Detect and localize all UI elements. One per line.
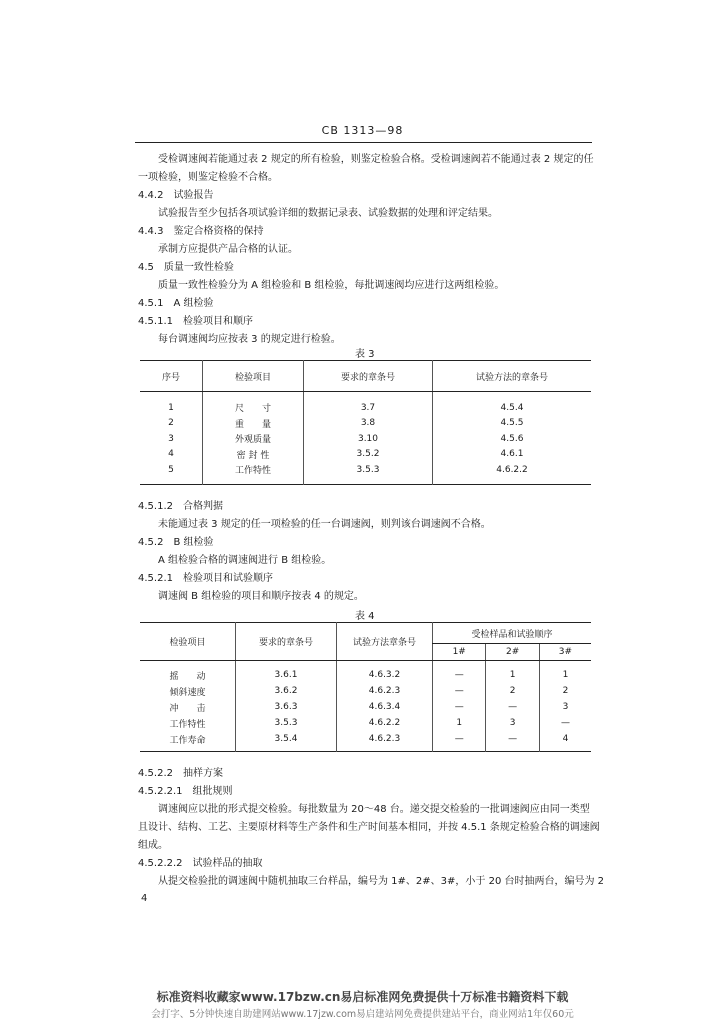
section-heading: 4.5.2 B 组检验: [138, 537, 214, 548]
table4-subheader: 2#: [486, 644, 539, 661]
table-cell: 重 量: [203, 416, 304, 432]
table-cell: 4.5.4: [433, 392, 592, 416]
section-heading: 4.5.2.2.1 组批规则: [138, 786, 233, 797]
table4-caption: 表 4: [355, 611, 375, 622]
table-cell: 工作寿命: [169, 735, 206, 746]
table-cell: 3.6.3: [236, 699, 337, 715]
table-cell: 4: [539, 731, 591, 752]
table-cell: —: [486, 699, 539, 715]
table-cell: 摇 动: [169, 671, 206, 682]
paragraph-text: 受检调速阀若能通过表 2 规定的所有检验，则鉴定检验合格。受检调速阀若不能通过表 2 规定的任: [158, 154, 594, 165]
paragraph-text: 从提交检验批的调速阀中随机抽取三台样品，编号为 1#、2#、3#，小于 20 台时抽两台，编号为 2: [158, 876, 605, 887]
table-cell: 3.6.2: [236, 683, 337, 699]
paragraph-text: 每台调速阀均应按表 3 的规定进行检验。: [158, 334, 341, 345]
table-cell: —: [486, 731, 539, 752]
table-cell: 4.6.2.2: [337, 715, 433, 731]
section-heading: 4.5.2.2.2 试验样品的抽取: [138, 858, 263, 869]
table-row: [140, 431, 591, 447]
table4-subheader: 1#: [433, 644, 486, 661]
table-cell: 4.6.2.2: [433, 462, 592, 484]
table-cell: 3: [168, 433, 174, 444]
table-cell: —: [433, 661, 486, 684]
table-cell: 外观质量: [203, 431, 304, 447]
section-heading: 4.4.3 鉴定合格资格的保持: [138, 226, 264, 237]
table4-header: 试验方法章条号: [337, 623, 433, 661]
table3-caption: 表 3: [355, 349, 375, 360]
table-row: [140, 661, 591, 684]
table3-header: 试验方法的章条号: [433, 361, 592, 392]
table-cell: 3.5.3: [304, 462, 433, 484]
table-cell: 3.5.3: [236, 715, 337, 731]
table-cell: 1: [486, 661, 539, 684]
table-cell: 3.6.1: [236, 661, 337, 684]
table-cell: 倾斜速度: [169, 687, 206, 698]
table-3: [140, 360, 591, 485]
paragraph-text: 调速阀 B 组检验的项目和顺序按表 4 的规定。: [158, 591, 364, 602]
table-cell: 工作特性: [203, 462, 304, 484]
table-cell: 冲 击: [169, 703, 206, 714]
table-cell: 5: [168, 464, 174, 475]
table-cell: 4.6.2.3: [337, 731, 433, 752]
table-row: [140, 392, 591, 416]
table-cell: —: [433, 731, 486, 752]
table4-header: 检验项目: [140, 623, 236, 661]
table-row: [140, 715, 591, 731]
page-number: 4: [141, 893, 148, 904]
section-heading: 4.4.2 试验报告: [138, 190, 214, 201]
table-row: [140, 447, 591, 463]
section-heading: 4.5.1.2 合格判据: [138, 501, 223, 512]
table-row: [140, 683, 591, 699]
table-cell: 3.8: [304, 416, 433, 432]
table-cell: 2: [539, 683, 591, 699]
table-cell: 4.6.2.3: [337, 683, 433, 699]
table-cell: 3.5.4: [236, 731, 337, 752]
table-4: [140, 622, 591, 752]
table-cell: 2: [486, 683, 539, 699]
header-rule: [135, 142, 592, 143]
table-cell: —: [539, 715, 591, 731]
table4-header: 要求的章条号: [236, 623, 337, 661]
paragraph-text: 质量一致性检验分为 A 组检验和 B 组检验，每批调速阀均应进行这两组检验。: [158, 280, 505, 291]
paragraph-text: 承制方应提供产品合格的认证。: [158, 244, 298, 255]
section-heading: 4.5.1.1 检验项目和顺序: [138, 316, 253, 327]
table-row: [140, 462, 591, 484]
paragraph-text: 调速阀应以批的形式提交检验。每批数量为 20～48 台。递交提交检验的一批调速阀应由同一类型: [158, 804, 590, 815]
table-cell: 尺 寸: [203, 392, 304, 416]
footer-watermark-line2: 会打字、5分钟快速自助建网站www.17jzw.com易启建站网免费提供建站平台，商业网站1年仅60元: [151, 1009, 574, 1020]
table-cell: 4.5.5: [433, 416, 592, 432]
paragraph-text: 未能通过表 3 规定的任一项检验的任一台调速阀，则判该台调速阀不合格。: [158, 519, 491, 530]
table-cell: 4.6.1: [433, 447, 592, 463]
table-cell: 2: [168, 418, 174, 429]
standard-id: CB 1313—98: [321, 124, 404, 137]
table3-header: 要求的章条号: [304, 361, 433, 392]
table4-subheader: 3#: [539, 644, 591, 661]
paragraph-text: 试验报告至少包括各项试验详细的数据记录表、试验数据的处理和评定结果。: [158, 208, 498, 219]
paragraph-text: A 组检验合格的调速阀进行 B 组检验。: [158, 555, 332, 566]
section-heading: 4.5.2.2 抽样方案: [138, 768, 223, 779]
table4-header: 受检样品和试验顺序: [433, 623, 592, 644]
table-cell: 4.6.3.4: [337, 699, 433, 715]
paragraph-text: 且设计、结构、工艺、主要原材料等生产条件和生产时间基本相同，并按 4.5.1 条规定检验合格的调速阀: [138, 822, 600, 833]
table-cell: 工作特性: [169, 719, 206, 730]
table3-header: 序号: [140, 361, 203, 392]
paragraph-text: 一项检验，则鉴定检验不合格。: [138, 172, 278, 183]
table-cell: 4.5.6: [433, 431, 592, 447]
table-cell: 3: [539, 699, 591, 715]
table-cell: 1: [433, 715, 486, 731]
table-cell: —: [433, 699, 486, 715]
paragraph-text: 组成。: [138, 840, 168, 851]
table-row: [140, 416, 591, 432]
table-cell: 4.6.3.2: [337, 661, 433, 684]
table-cell: 1: [539, 661, 591, 684]
section-heading: 4.5.2.1 检验项目和试验顺序: [138, 573, 273, 584]
table-cell: —: [433, 683, 486, 699]
table-cell: 3.7: [304, 392, 433, 416]
table-cell: 3.10: [304, 431, 433, 447]
table-cell: 4: [168, 449, 174, 460]
section-heading: 4.5.1 A 组检验: [138, 298, 214, 309]
table-cell: 1: [168, 402, 174, 413]
table-cell: 3: [486, 715, 539, 731]
table-row: [140, 699, 591, 715]
section-heading: 4.5 质量一致性检验: [138, 262, 234, 273]
table-cell: 密 封 性: [203, 447, 304, 463]
table-row: [140, 731, 591, 752]
footer-watermark-line1: 标准资料收藏家www.17bzw.cn易启标准网免费提供十万标准书籍资料下载: [156, 990, 569, 1004]
table3-header: 检验项目: [203, 361, 304, 392]
table-cell: 3.5.2: [304, 447, 433, 463]
